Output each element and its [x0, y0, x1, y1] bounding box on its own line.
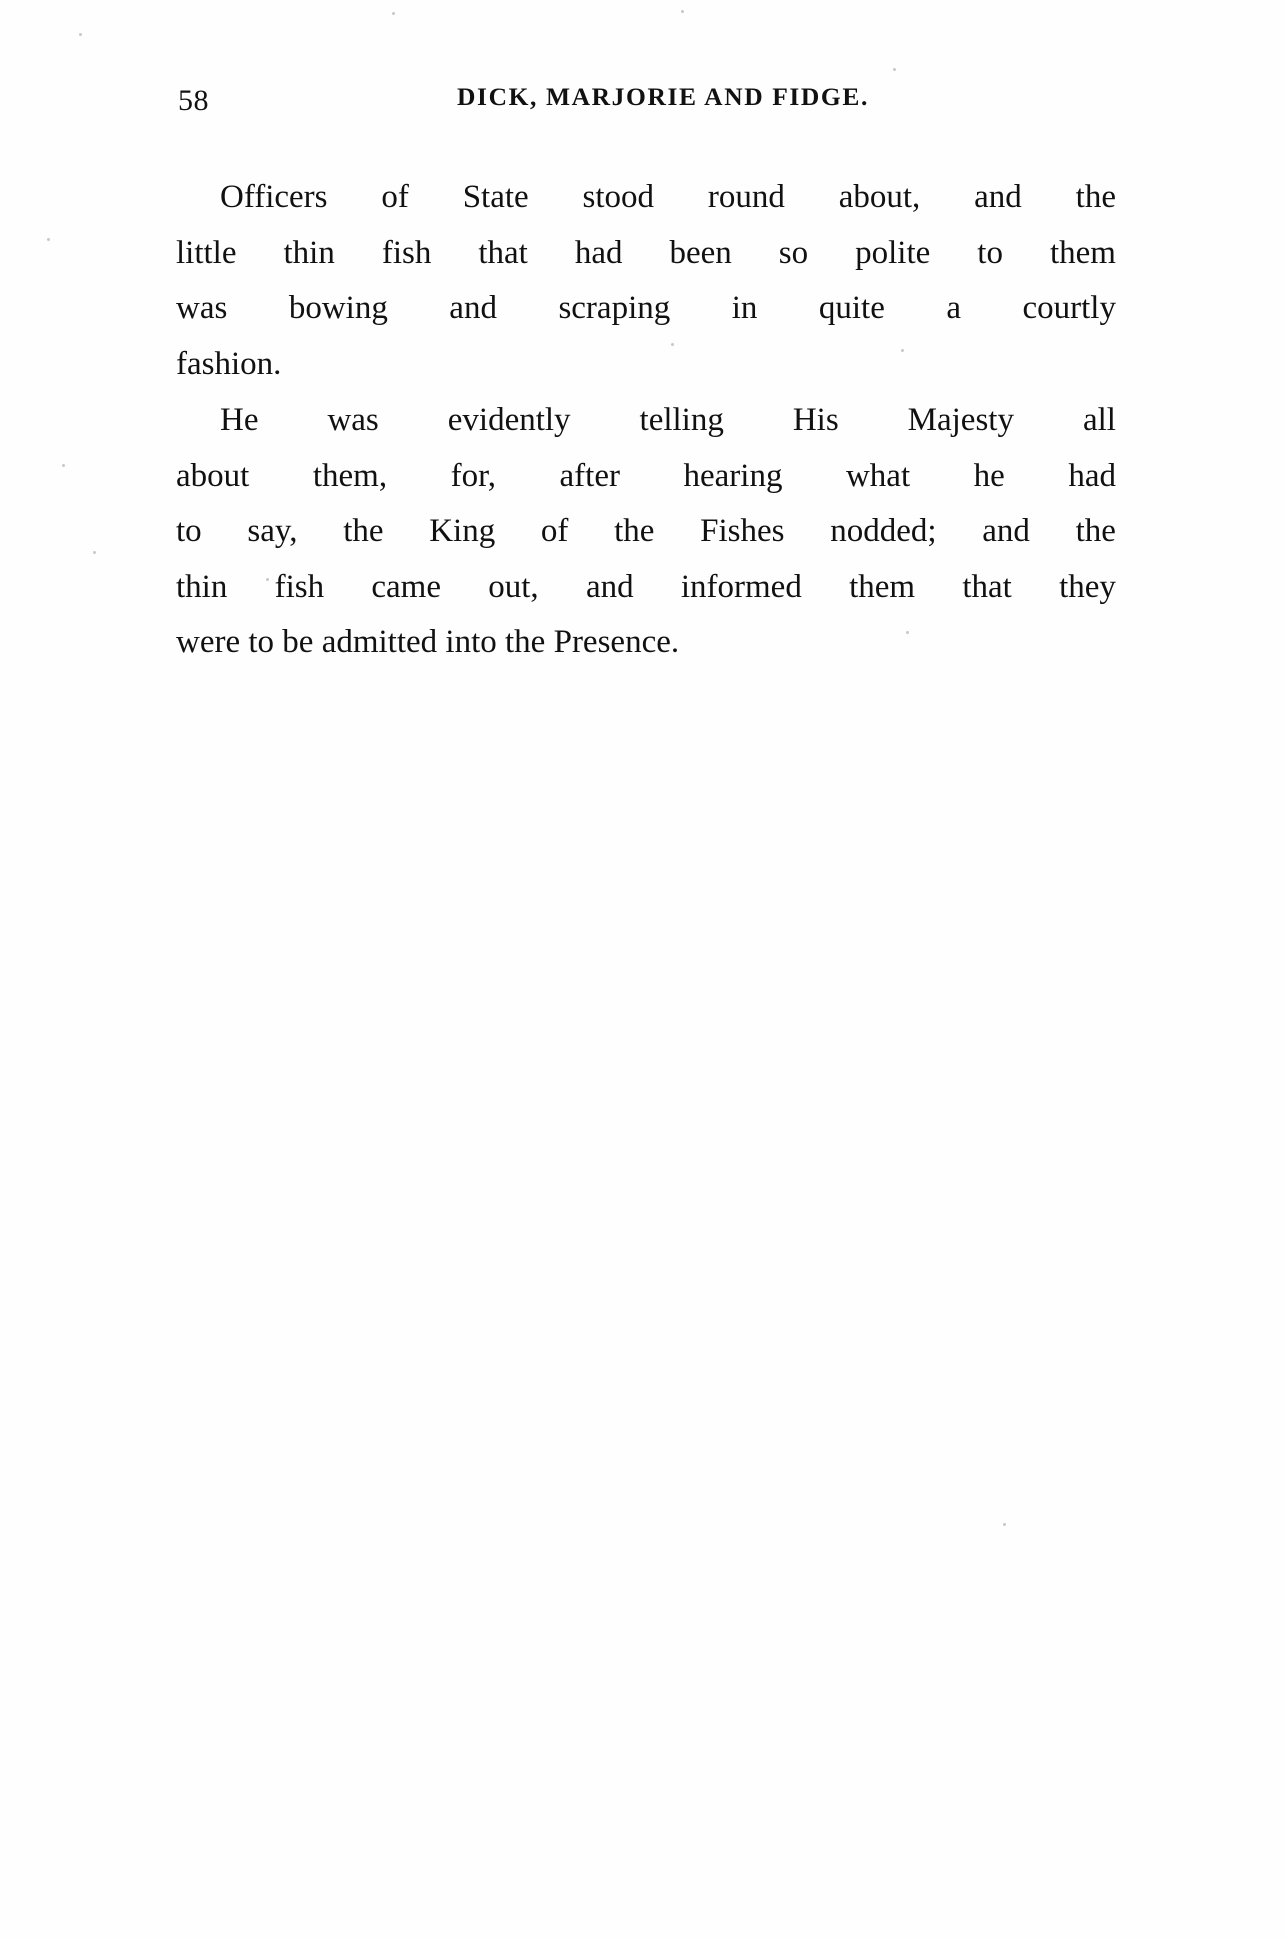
word: of: [540, 513, 569, 549]
word: stood: [582, 179, 655, 215]
word: in: [731, 290, 758, 326]
text-line: [176, 449, 1116, 505]
text-line: [176, 337, 1116, 393]
word: to: [248, 624, 275, 660]
scan-speck: [79, 33, 82, 36]
scan-speck: [266, 578, 269, 581]
word: them: [1049, 234, 1116, 271]
word: fashion.: [176, 345, 282, 382]
text-line: [176, 281, 1116, 337]
word: a: [946, 290, 961, 326]
word: had: [574, 234, 623, 271]
word: State: [462, 179, 529, 215]
word: for,: [450, 457, 497, 494]
word: they: [1059, 568, 1116, 605]
word: the: [505, 624, 546, 660]
word: that: [962, 568, 1012, 605]
scan-speck: [1003, 1523, 1006, 1526]
text-line: [176, 504, 1116, 560]
word: the: [1075, 179, 1116, 215]
word: evidently: [447, 402, 571, 438]
word: and: [585, 568, 634, 605]
word: fish: [274, 568, 325, 605]
word: about,: [838, 179, 921, 215]
word: scraping: [558, 290, 671, 326]
body-text: [176, 170, 1116, 671]
word: Fishes: [700, 513, 785, 549]
word: nodded;: [830, 513, 937, 549]
word: out,: [488, 568, 539, 605]
word: quite: [818, 290, 885, 326]
scan-speck: [62, 464, 65, 467]
word: them: [849, 568, 916, 605]
scan-speck: [893, 68, 896, 71]
word: the: [614, 513, 655, 549]
scan-speck: [901, 349, 904, 352]
word: little: [176, 234, 237, 271]
word: the: [343, 513, 384, 549]
word: them,: [312, 457, 388, 494]
word: thin: [176, 568, 228, 605]
word: King: [429, 513, 496, 549]
word: of: [381, 179, 409, 215]
running-head: DICK, MARJORIE AND FIDGE.: [457, 82, 869, 111]
word: informed: [680, 568, 802, 605]
text-line: [176, 615, 1116, 671]
scan-speck: [681, 10, 684, 13]
word: so: [778, 234, 809, 271]
word: Officers: [220, 179, 328, 215]
paragraph-1: [176, 170, 1116, 392]
scan-speck: [671, 343, 674, 346]
word: admitted: [321, 624, 438, 660]
word: the: [1075, 513, 1116, 549]
word: fish: [381, 234, 432, 271]
word: to: [977, 234, 1003, 271]
word: had: [1068, 457, 1116, 494]
text-line: [176, 226, 1116, 282]
text-line: [176, 170, 1116, 226]
word: and: [982, 513, 1030, 549]
word: courtly: [1022, 290, 1116, 326]
text-line: [176, 560, 1116, 616]
word: and: [449, 290, 497, 326]
word: His: [792, 402, 839, 438]
text-line: [176, 393, 1116, 449]
scan-speck: [906, 631, 909, 634]
word: been: [669, 234, 732, 271]
word: was: [327, 402, 379, 438]
word: round: [707, 179, 785, 215]
word: Majesty: [907, 402, 1014, 438]
word: say,: [247, 513, 298, 549]
word: be: [282, 624, 314, 660]
word: he: [973, 457, 1005, 494]
paragraph-2: [176, 393, 1116, 671]
word: what: [845, 457, 911, 494]
word: hearing: [683, 457, 783, 494]
word: Presence.: [553, 624, 680, 660]
word: that: [478, 234, 528, 271]
word: all: [1082, 402, 1116, 438]
word: to: [176, 513, 202, 549]
page-header: [178, 82, 1108, 122]
word: came: [371, 568, 441, 605]
word: was: [176, 290, 228, 326]
word: and: [974, 179, 1022, 215]
scan-speck: [47, 238, 50, 241]
scan-speck: [392, 12, 395, 15]
word: polite: [855, 234, 931, 271]
word: He: [220, 402, 259, 438]
word: telling: [639, 402, 724, 438]
word: were: [176, 624, 241, 660]
scan-speck: [93, 551, 96, 554]
word: bowing: [288, 290, 388, 326]
word: after: [559, 457, 620, 494]
word: about: [176, 457, 250, 494]
word: thin: [283, 234, 335, 271]
page-number: 58: [178, 84, 209, 117]
word: into: [445, 624, 497, 660]
